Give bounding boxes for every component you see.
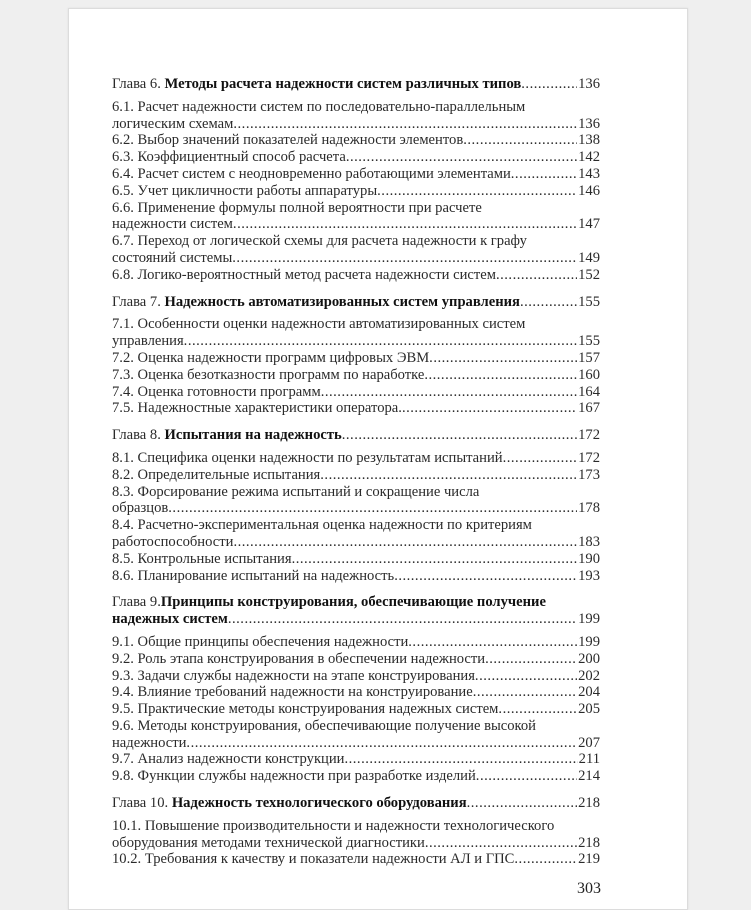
toc-section: [112, 634, 600, 651]
page-ref: 202: [578, 667, 600, 684]
section-entry[interactable]: [112, 166, 600, 183]
section-entry[interactable]: [112, 568, 600, 585]
dot-leader: [292, 551, 578, 568]
dot-leader: [377, 183, 577, 200]
section-entry[interactable]: [112, 634, 600, 651]
page-ref: 200: [578, 650, 600, 667]
chapter-label: Глава 6.: [112, 76, 161, 92]
chapter-sections: [112, 450, 600, 584]
page-ref: 149: [578, 249, 600, 266]
dot-leader: [186, 735, 577, 752]
toc-section: [112, 384, 600, 401]
chapter-title: Методы расчета надежности систем различных типов: [164, 76, 522, 92]
dot-leader: [511, 166, 577, 183]
chapter-sections: [112, 818, 600, 868]
toc-section: [112, 149, 600, 166]
toc-section: [112, 350, 600, 367]
toc-section: [112, 517, 600, 551]
chapter-heading: [112, 427, 600, 444]
chapter-title: Испытания на надежность: [164, 427, 342, 444]
section-title: 6.8. Логико-вероятностный метод расчета надежности систем: [112, 266, 496, 283]
section-entry[interactable]: [112, 350, 600, 367]
dot-leader: [402, 400, 577, 417]
toc-section: [112, 166, 600, 183]
chapter-title: Надежность технологического оборудования: [171, 795, 467, 812]
toc-section: [112, 484, 600, 518]
section-title: 8.2. Определительные испытания: [112, 466, 321, 483]
section-title: 9.4. Влияние требований надежности на конструирование: [112, 684, 473, 701]
section-title: 9.1. Общие принципы обеспечения надежности: [112, 633, 409, 650]
chapter-label: Глава 8.: [112, 427, 161, 444]
chapter-label: Глава 9.: [112, 594, 161, 611]
page-ref: 155: [578, 333, 600, 350]
section-title: образцов: [112, 500, 169, 517]
chapter-title: надежных систем: [112, 611, 228, 628]
page-ref: 219: [578, 851, 600, 868]
page-ref: 136: [578, 115, 600, 132]
section-title: 9.3. Задачи службы надежности на этапе конструирования: [112, 667, 475, 684]
section-title: 9.8. Функции службы надежности при разработке изделий: [112, 768, 476, 785]
page-ref: 172: [578, 449, 600, 466]
section-title: 7.5. Надежностные характеристики оператора.: [112, 400, 402, 417]
section-title: надежности систем: [112, 216, 233, 233]
chapter-label: Глава 7.: [112, 293, 161, 310]
toc-section: [112, 233, 600, 267]
section-title: 9.5. Практические методы конструирования надежных систем: [112, 701, 499, 718]
toc-section: [112, 132, 600, 149]
section-title-line: 8.3. Форсирование режима испытаний и сокращение числа: [112, 483, 480, 500]
section-entry[interactable]: [112, 735, 600, 752]
dot-leader: [476, 768, 577, 785]
page-ref: 211: [578, 751, 600, 768]
section-entry[interactable]: [112, 384, 600, 401]
chapter-entry[interactable]: [112, 76, 600, 93]
chapter-entry[interactable]: [112, 611, 600, 628]
page-ref: 136: [578, 76, 600, 92]
chapter-entry[interactable]: [112, 427, 600, 444]
section-title: оборудования методами технической диагностики: [112, 834, 425, 851]
section-title: работоспособности: [112, 533, 234, 550]
table-of-contents: [112, 76, 600, 868]
section-entry[interactable]: [112, 183, 600, 200]
toc-section: [112, 450, 600, 467]
page-ref: 147: [578, 216, 600, 233]
section-entry[interactable]: [112, 267, 600, 284]
page-ref: 207: [578, 734, 600, 751]
chapter-label: Глава 10.: [112, 795, 169, 812]
chapter-sections: [112, 99, 600, 284]
section-title-line: 7.1. Особенности оценки надежности автоматизированных систем: [112, 316, 526, 333]
page-ref: 214: [578, 768, 600, 785]
section-entry[interactable]: [112, 467, 600, 484]
section-entry[interactable]: [112, 751, 600, 768]
section-entry[interactable]: [112, 250, 600, 267]
section-title: 10.2. Требования к качеству и показатели надежности АЛ и ГПС: [112, 851, 515, 868]
section-entry[interactable]: [112, 500, 600, 517]
section-title-line: 9.6. Методы конструирования, обеспечивающие получение высокой: [112, 717, 536, 734]
section-title-line: 6.6. Применение формулы полной вероятности при расчете: [112, 199, 482, 216]
section-entry[interactable]: [112, 367, 600, 384]
section-title: надежности: [112, 734, 187, 751]
page-ref: 190: [578, 550, 600, 567]
dot-leader: [498, 701, 577, 718]
section-entry[interactable]: [112, 450, 600, 467]
dot-leader: [424, 367, 577, 384]
dot-leader: [184, 333, 577, 350]
section-entry[interactable]: [112, 149, 600, 166]
page-ref: 160: [578, 366, 600, 383]
toc-section: [112, 183, 600, 200]
section-title: логическим схемам: [112, 115, 234, 132]
section-entry[interactable]: [112, 132, 600, 149]
page-ref: 164: [578, 383, 600, 400]
section-entry[interactable]: [112, 668, 600, 685]
page-ref: 167: [578, 400, 600, 417]
document-page: [68, 8, 688, 910]
section-title: 8.6. Планирование испытаний на надежность: [112, 567, 395, 584]
page-ref: 178: [578, 500, 600, 517]
chapter-sections: [112, 634, 600, 785]
page-ref: 143: [578, 165, 600, 182]
toc-section: [112, 768, 600, 785]
dot-leader: [168, 500, 577, 517]
toc-section: [112, 751, 600, 768]
chapter-heading: [112, 594, 600, 628]
section-title: 7.4. Оценка готовности программ: [112, 383, 321, 400]
chapter-title-line: [112, 594, 600, 611]
section-entry[interactable]: [112, 768, 600, 785]
section-entry[interactable]: [112, 216, 600, 233]
section-title: 9.2. Роль этапа конструирования в обеспечении надежности: [112, 650, 486, 667]
toc-section: [112, 684, 600, 701]
page-number: 303: [577, 880, 601, 897]
chapter-sections: [112, 316, 600, 417]
page-ref: 205: [578, 701, 600, 718]
toc-section: [112, 200, 600, 234]
chapter-title: Надежность автоматизированных систем управления: [164, 293, 520, 310]
dot-leader: [425, 835, 577, 852]
page-ref: 183: [578, 533, 600, 550]
section-title: 6.3. Коэффициентный способ расчета: [112, 149, 346, 166]
dot-leader: [520, 294, 577, 311]
chapter-heading: [112, 294, 600, 311]
toc-section: [112, 400, 600, 417]
dot-leader: [233, 216, 577, 233]
toc-section: [112, 568, 600, 585]
section-entry[interactable]: [112, 400, 600, 417]
section-entry[interactable]: [112, 701, 600, 718]
chapter-entry[interactable]: [112, 294, 600, 311]
page-ref: 152: [578, 266, 600, 283]
section-title: 8.5. Контрольные испытания: [112, 550, 292, 567]
page-ref: 218: [578, 795, 600, 812]
section-title-line: 6.7. Переход от логической схемы для расчета надежности к графу: [112, 233, 527, 250]
section-title: 6.5. Учет цикличности работы аппаратуры: [112, 182, 378, 199]
page-ref: 193: [578, 567, 600, 584]
toc-section: [112, 467, 600, 484]
page-ref: 157: [578, 349, 600, 366]
chapter-entry[interactable]: [112, 795, 600, 812]
section-title: 6.4. Расчет систем с неодновременно работающими элементами: [112, 165, 511, 182]
toc-section: [112, 668, 600, 685]
dot-leader: [233, 534, 577, 551]
dot-leader: [346, 149, 577, 166]
chapter-title: Принципы конструирования, обеспечивающие получение: [160, 594, 546, 611]
toc-section: [112, 267, 600, 284]
page-ref: 142: [578, 149, 600, 166]
section-title: 7.2. Оценка надежности программ цифровых ЭВМ: [112, 349, 430, 366]
dot-leader: [503, 450, 578, 467]
page-ref: 155: [578, 293, 600, 310]
dot-leader: [408, 634, 577, 651]
dot-leader: [233, 116, 577, 133]
page-ref: 204: [578, 684, 600, 701]
toc-section: [112, 701, 600, 718]
dot-leader: [321, 384, 577, 401]
page-ref: 173: [578, 466, 600, 483]
page-ref: 199: [578, 611, 600, 628]
section-title: управления: [112, 333, 184, 350]
section-entry[interactable]: [112, 551, 600, 568]
dot-leader: [514, 851, 577, 868]
dot-leader: [344, 751, 577, 768]
chapter-heading: [112, 795, 600, 812]
section-title-line: 6.1. Расчет надежности систем по последовательно-параллельным: [112, 98, 526, 115]
page-ref: 146: [578, 182, 600, 199]
chapter-heading: [112, 76, 600, 93]
section-title: состояний системы: [112, 249, 233, 266]
section-entry[interactable]: [112, 851, 600, 868]
toc-section: [112, 818, 600, 852]
dot-leader: [394, 568, 577, 585]
page-ref: 172: [578, 427, 600, 444]
dot-leader: [467, 795, 577, 812]
dot-leader: [342, 427, 577, 444]
section-title: 6.2. Выбор значений показателей надежности элементов: [112, 132, 464, 149]
section-entry[interactable]: [112, 835, 600, 852]
dot-leader: [429, 350, 577, 367]
section-entry[interactable]: [112, 684, 600, 701]
section-entry[interactable]: [112, 116, 600, 133]
dot-leader: [463, 132, 577, 149]
toc-section: [112, 367, 600, 384]
page-ref: 138: [578, 132, 600, 149]
section-entry[interactable]: [112, 651, 600, 668]
dot-leader: [228, 611, 577, 628]
dot-leader: [496, 267, 577, 284]
dot-leader: [232, 250, 577, 267]
dot-leader: [485, 651, 577, 668]
toc-section: [112, 651, 600, 668]
toc-section: [112, 551, 600, 568]
dot-leader: [521, 76, 577, 93]
toc-section: [112, 851, 600, 868]
dot-leader: [320, 467, 577, 484]
toc-section: [112, 99, 600, 133]
page-ref: 218: [578, 834, 600, 851]
section-entry[interactable]: [112, 534, 600, 551]
dot-leader: [473, 684, 577, 701]
toc-section: [112, 316, 600, 350]
toc-section: [112, 718, 600, 752]
dot-leader: [475, 668, 577, 685]
section-title: 9.7. Анализ надежности конструкции: [112, 751, 345, 768]
page-ref: 199: [578, 633, 600, 650]
section-title: 7.3. Оценка безотказности программ по наработке: [112, 366, 425, 383]
section-title-line: 10.1. Повышение производительности и надежности технологического: [112, 817, 555, 834]
section-entry[interactable]: [112, 333, 600, 350]
section-title: 8.1. Специфика оценки надежности по результатам испытаний: [112, 449, 503, 466]
section-title-line: 8.4. Расчетно-экспериментальная оценка надежности по критериям: [112, 517, 532, 534]
